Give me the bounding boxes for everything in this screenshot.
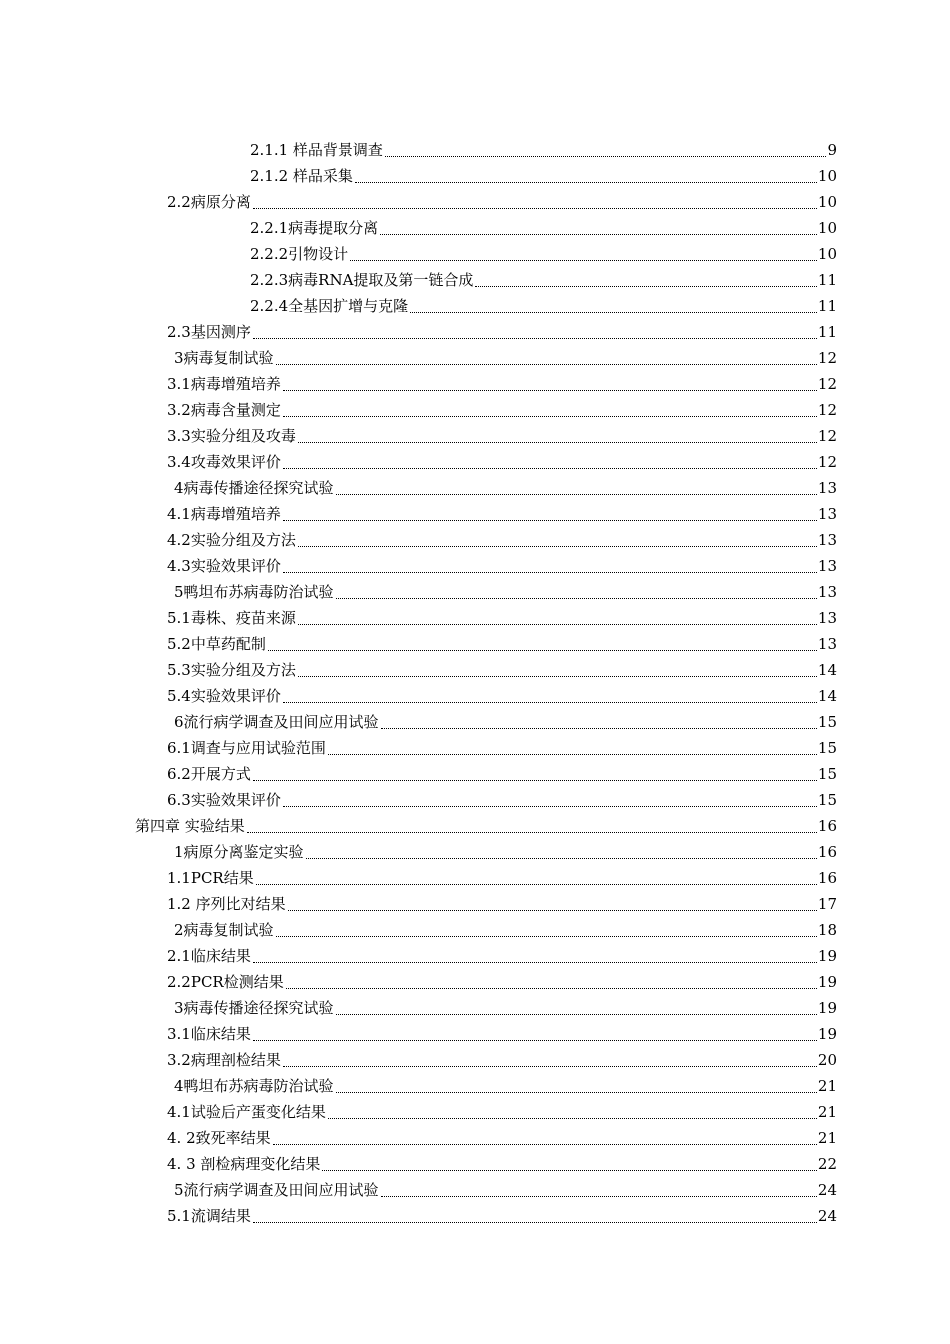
toc-entry-page-number: 24: [817, 1207, 837, 1225]
dot-leader: [253, 338, 817, 339]
toc-entry-page-number: 13: [817, 531, 837, 549]
toc-entry-title: 1.1PCR结果: [167, 869, 254, 887]
toc-entry-page-number: 11: [817, 323, 837, 341]
dot-leader: [298, 442, 817, 443]
toc-entry[interactable]: [0, 631, 950, 657]
toc-entry-page-number: 9: [827, 141, 837, 159]
toc-entry-page-number: 13: [817, 505, 837, 523]
dot-leader: [298, 624, 817, 625]
toc-entry-page-number: 19: [817, 947, 837, 965]
toc-entry-title: 4鸭坦布苏病毒防治试验: [174, 1077, 334, 1095]
toc-entry-title: 3.3实验分组及攻毒: [167, 427, 296, 445]
toc-entry-page-number: 16: [817, 843, 837, 861]
toc-entry[interactable]: [0, 345, 950, 371]
toc-entry-title: 2.2病原分离: [167, 193, 251, 211]
toc-entry-title: 2.2.4全基因扩增与克隆: [250, 297, 409, 315]
toc-entry-title: 1病原分离鉴定实验: [174, 843, 304, 861]
dot-leader: [336, 598, 817, 599]
toc-entry-title: 3.2病毒含量测定: [167, 401, 281, 419]
toc-entry-page-number: 15: [817, 739, 837, 757]
dot-leader: [253, 962, 817, 963]
dot-leader: [322, 1170, 817, 1171]
toc-entry[interactable]: [0, 1203, 950, 1229]
toc-entry[interactable]: [0, 501, 950, 527]
toc-entry-page-number: 14: [817, 661, 837, 679]
toc-entry-title: 2.2.1病毒提取分离: [250, 219, 379, 237]
toc-entry-title: 5.1流调结果: [167, 1207, 251, 1225]
dot-leader: [283, 520, 817, 521]
toc-entry-title: 2.1.1 样品背景调查: [250, 141, 383, 159]
toc-entry-page-number: 10: [817, 193, 837, 211]
toc-entry-title: 4.2实验分组及方法: [167, 531, 296, 549]
toc-entry[interactable]: [0, 943, 950, 969]
toc-entry[interactable]: [0, 605, 950, 631]
dot-leader: [283, 1066, 817, 1067]
toc-entry-page-number: 12: [817, 453, 837, 471]
dot-leader: [328, 754, 817, 755]
toc-entry[interactable]: [0, 163, 950, 189]
dot-leader: [253, 208, 817, 209]
toc-entry[interactable]: [0, 1099, 950, 1125]
toc-entry-page-number: 10: [817, 219, 837, 237]
toc-entry-page-number: 21: [817, 1129, 837, 1147]
dot-leader: [253, 1222, 817, 1223]
toc-entry-title: 6.2开展方式: [167, 765, 251, 783]
toc-entry[interactable]: [0, 1151, 950, 1177]
toc-entry-page-number: 10: [817, 245, 837, 263]
dot-leader: [273, 1144, 817, 1145]
dot-leader: [283, 806, 817, 807]
toc-entry[interactable]: [0, 813, 950, 839]
toc-entry-title: 3.1病毒增殖培养: [167, 375, 281, 393]
toc-entry[interactable]: [0, 423, 950, 449]
toc-entry-page-number: 15: [817, 765, 837, 783]
dot-leader: [276, 364, 817, 365]
toc-entry-page-number: 16: [817, 817, 837, 835]
dot-leader: [268, 650, 817, 651]
toc-entry-title: 3.4攻毒效果评价: [167, 453, 281, 471]
dot-leader: [283, 572, 817, 573]
toc-entry-title: 2.1.2 样品采集: [250, 167, 353, 185]
toc-entry[interactable]: [0, 657, 950, 683]
toc-entry-page-number: 13: [817, 635, 837, 653]
toc-entry-title: 4. 3 剖检病理变化结果: [167, 1155, 321, 1173]
toc-entry-title: 4.1病毒增殖培养: [167, 505, 281, 523]
toc-entry-title: 2.2.3病毒RNA提取及第一链合成: [250, 271, 474, 289]
toc-entry-title: 2.2PCR检测结果: [167, 973, 284, 991]
dot-leader: [336, 1014, 817, 1015]
toc-entry-title: 4. 2致死率结果: [167, 1129, 271, 1147]
toc-entry[interactable]: [0, 917, 950, 943]
toc-entry[interactable]: [0, 1047, 950, 1073]
toc-entry-page-number: 12: [817, 427, 837, 445]
toc-entry-title: 3病毒传播途径探究试验: [174, 999, 334, 1017]
table-of-contents: [0, 137, 950, 1229]
toc-entry-title: 6.1调查与应用试验范围: [167, 739, 326, 757]
toc-entry-title: 4病毒传播途径探究试验: [174, 479, 334, 497]
toc-entry-page-number: 18: [817, 921, 837, 939]
toc-entry[interactable]: [0, 1073, 950, 1099]
toc-entry[interactable]: [0, 735, 950, 761]
toc-entry[interactable]: [0, 969, 950, 995]
toc-entry[interactable]: [0, 1177, 950, 1203]
toc-entry[interactable]: [0, 371, 950, 397]
dot-leader: [475, 286, 816, 287]
toc-entry-title: 2.1临床结果: [167, 947, 251, 965]
dot-leader: [298, 546, 817, 547]
toc-entry[interactable]: [0, 709, 950, 735]
dot-leader: [381, 1196, 817, 1197]
toc-entry[interactable]: [0, 397, 950, 423]
dot-leader: [350, 260, 817, 261]
toc-entry[interactable]: [0, 865, 950, 891]
toc-entry-title: 4.1试验后产蛋变化结果: [167, 1103, 326, 1121]
toc-entry-title: 4.3实验效果评价: [167, 557, 281, 575]
dot-leader: [328, 1118, 817, 1119]
toc-entry-title: 3病毒复制试验: [174, 349, 274, 367]
toc-entry[interactable]: [0, 553, 950, 579]
toc-entry-page-number: 11: [817, 297, 837, 315]
dot-leader: [276, 936, 817, 937]
dot-leader: [283, 702, 817, 703]
toc-entry-page-number: 15: [817, 713, 837, 731]
dot-leader: [381, 728, 817, 729]
toc-entry[interactable]: [0, 1125, 950, 1151]
dot-leader: [380, 234, 817, 235]
toc-entry[interactable]: [0, 1021, 950, 1047]
toc-entry-page-number: 13: [817, 557, 837, 575]
toc-entry[interactable]: [0, 761, 950, 787]
toc-entry-title: 3.1临床结果: [167, 1025, 251, 1043]
toc-entry-title: 6.3实验效果评价: [167, 791, 281, 809]
toc-entry-page-number: 19: [817, 973, 837, 991]
dot-leader: [355, 182, 817, 183]
toc-entry[interactable]: [0, 787, 950, 813]
toc-entry-page-number: 19: [817, 1025, 837, 1043]
toc-entry[interactable]: [0, 527, 950, 553]
dot-leader: [385, 156, 827, 157]
dot-leader: [253, 780, 817, 781]
toc-entry[interactable]: [0, 215, 950, 241]
toc-entry-page-number: 21: [817, 1103, 837, 1121]
toc-entry-page-number: 19: [817, 999, 837, 1017]
toc-entry-page-number: 12: [817, 401, 837, 419]
toc-entry-page-number: 13: [817, 583, 837, 601]
toc-entry-title: 5.2中草药配制: [167, 635, 266, 653]
toc-entry-page-number: 16: [817, 869, 837, 887]
toc-entry-page-number: 13: [817, 609, 837, 627]
toc-entry[interactable]: [0, 319, 950, 345]
toc-entry-page-number: 13: [817, 479, 837, 497]
dot-leader: [298, 676, 817, 677]
toc-entry[interactable]: [0, 839, 950, 865]
toc-entry[interactable]: [0, 189, 950, 215]
dot-leader: [410, 312, 817, 313]
toc-entry-page-number: 17: [817, 895, 837, 913]
dot-leader: [283, 390, 817, 391]
toc-entry[interactable]: [0, 449, 950, 475]
dot-leader: [336, 1092, 817, 1093]
dot-leader: [306, 858, 817, 859]
toc-entry[interactable]: [0, 137, 950, 163]
toc-entry-page-number: 20: [817, 1051, 837, 1069]
toc-entry-page-number: 15: [817, 791, 837, 809]
toc-entry-title: 第四章 实验结果: [135, 817, 245, 835]
toc-entry-title: 5鸭坦布苏病毒防治试验: [174, 583, 334, 601]
toc-entry[interactable]: [0, 683, 950, 709]
toc-entry-page-number: 11: [817, 271, 837, 289]
toc-entry[interactable]: [0, 267, 950, 293]
toc-entry-page-number: 12: [817, 349, 837, 367]
toc-entry-title: 5.4实验效果评价: [167, 687, 281, 705]
toc-entry-page-number: 24: [817, 1181, 837, 1199]
toc-entry-page-number: 10: [817, 167, 837, 185]
dot-leader: [283, 468, 817, 469]
dot-leader: [283, 416, 817, 417]
toc-entry[interactable]: [0, 891, 950, 917]
toc-entry[interactable]: [0, 475, 950, 501]
toc-entry-title: 3.2病理剖检结果: [167, 1051, 281, 1069]
toc-entry[interactable]: [0, 293, 950, 319]
toc-entry[interactable]: [0, 241, 950, 267]
toc-entry-page-number: 21: [817, 1077, 837, 1095]
dot-leader: [336, 494, 817, 495]
toc-entry[interactable]: [0, 995, 950, 1021]
toc-entry-title: 2病毒复制试验: [174, 921, 274, 939]
toc-entry[interactable]: [0, 579, 950, 605]
dot-leader: [286, 988, 817, 989]
toc-entry-page-number: 12: [817, 375, 837, 393]
dot-leader: [253, 1040, 817, 1041]
toc-entry-page-number: 14: [817, 687, 837, 705]
toc-entry-title: 2.3基因测序: [167, 323, 251, 341]
toc-entry-title: 2.2.2引物设计: [250, 245, 349, 263]
toc-entry-title: 1.2 序列比对结果: [167, 895, 286, 913]
dot-leader: [247, 832, 817, 833]
toc-entry-title: 6流行病学调查及田间应用试验: [174, 713, 379, 731]
dot-leader: [288, 910, 817, 911]
toc-entry-page-number: 22: [817, 1155, 837, 1173]
dot-leader: [256, 884, 817, 885]
toc-entry-title: 5.3实验分组及方法: [167, 661, 296, 679]
toc-entry-title: 5.1毒株、疫苗来源: [167, 609, 296, 627]
toc-entry-title: 5流行病学调查及田间应用试验: [174, 1181, 379, 1199]
